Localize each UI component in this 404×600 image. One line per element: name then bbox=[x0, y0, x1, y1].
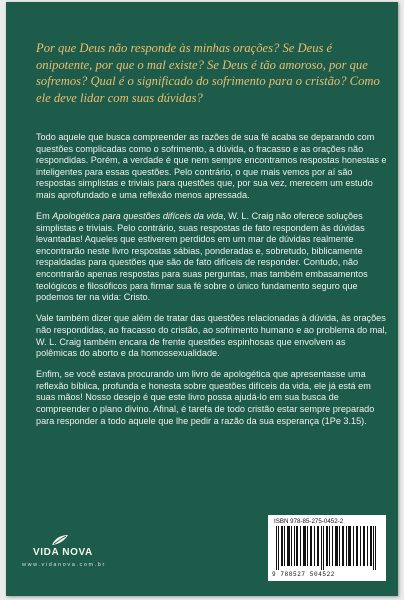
intro-questions: Por que Deus não responde às minhas orações? Se Deus é onipotente, por que o mal existe? Se Deus é tão amoroso, por que sofremos? Qual é o significado do sofrimento para o cristão? Como ele deve lidar com suas dúvidas? bbox=[36, 41, 380, 105]
publisher-site: www.vidanova.com.br bbox=[22, 562, 106, 568]
paragraph-3: Vale também dizer que além de tratar das questões relacionadas à dúvida, às orações não respondidas, ao fracasso do cristão, ao sofrimento humano e ao problema do mal, W. L. Craig também encara de frente questões espinhosas que envolvem as polêmicas do aborto e da homossexualidade. bbox=[36, 313, 388, 359]
book-title: Apologética para questões difíceis da vida bbox=[52, 211, 224, 222]
back-cover bbox=[6, 2, 398, 596]
leaf-icon bbox=[51, 534, 69, 546]
publisher-name: VIDA NOVA bbox=[33, 547, 93, 558]
barcode-icon bbox=[274, 526, 378, 570]
barcode-digits: 9 788527 504522 bbox=[272, 571, 336, 578]
paragraph-2-rest: , W. L. Craig não oferece soluções simplistas e triviais. Pelo contrário, suas respostas de fato respondem às dúvidas levantadas! Aqueles que estiverem perdidos em um mar de dúvidas realmente encontrarão neste livro respostas sábias, ponderadas e, sobretudo, biblicamente respaldadas para questões que são de fato difíceis de responder. Contudo, não encontrarão apenas respostas para suas perguntas, mas também embasamentos teológicos e filosóficos para firmar sua fé sobre o único fundamento seguro que podemos ter na vida: Cristo. bbox=[36, 211, 368, 303]
description-text bbox=[36, 132, 388, 437]
isbn-text: ISBN 978-85-275-0452-2 bbox=[274, 518, 344, 525]
barcode-label bbox=[268, 515, 386, 581]
paragraph-2 bbox=[36, 211, 388, 304]
paragraph-4: Enfim, se você estava procurando um livro de apologética que apresentasse uma reflexão bíblica, profunda e honesta sobre questões difíceis da vida, ele já está em suas mãos! Nosso desejo é que este livro possa ajudá-lo em sua busca de compreender o plano divino. Afinal, é tarefa de todo cristão estar sempre preparado para responder a todo aquele que lhe pedir a razão da sua esperança (1Pe 3.15). bbox=[36, 369, 375, 426]
paragraph-2-lead: Em bbox=[36, 211, 53, 222]
paragraph-1: Todo aquele que busca compreender as razões de sua fé acaba se deparando com questões complicadas como o sofrimento, a dúvida, o fracasso e as orações não respondidas. Porém, a verdade é que nem sempre encontramos respostas honestas e inteligentes para essas questões. Pelo contrário, o que mais vemos por aí são respostas simplistas e triviais para questões que, por sua vez, merecem um estudo mais aprofundado e uma reflexão menos apressada. bbox=[36, 132, 387, 200]
